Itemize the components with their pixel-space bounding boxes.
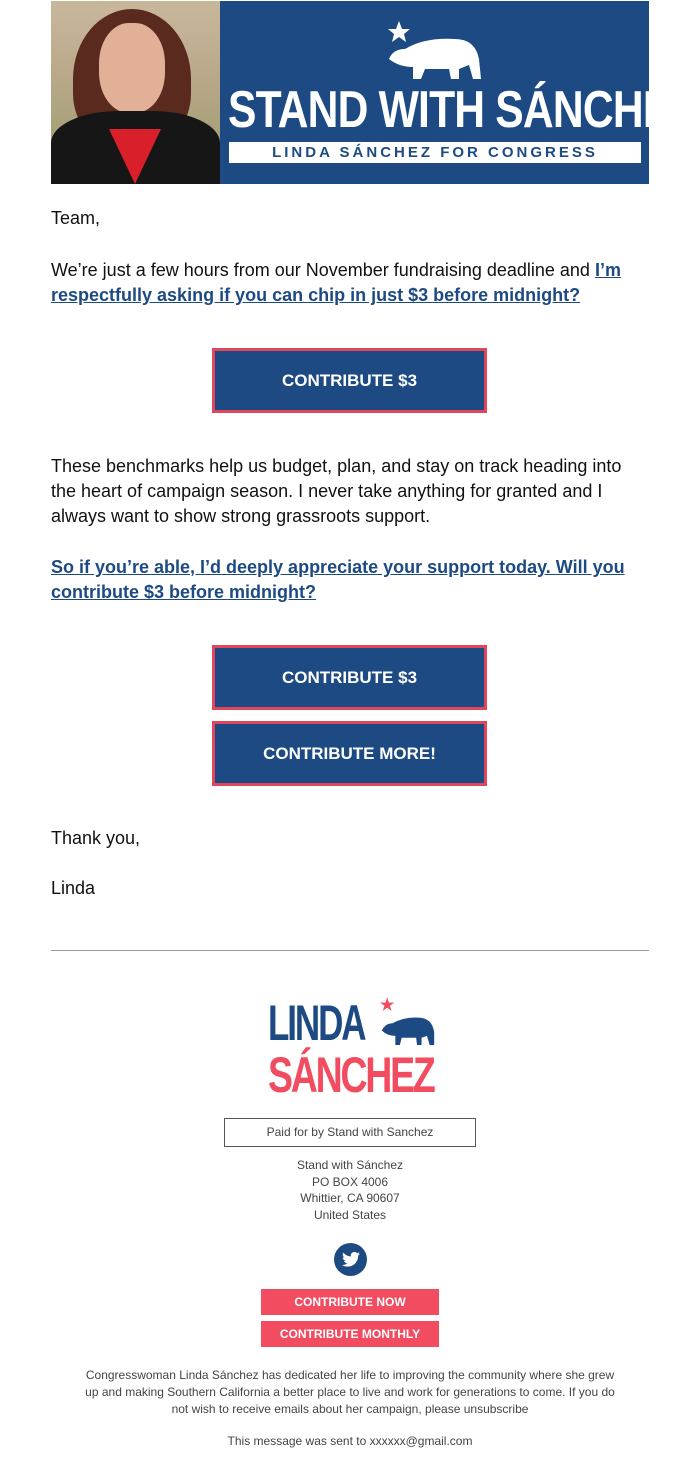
contribute-3-button[interactable]: CONTRIBUTE $3	[212, 348, 487, 413]
contribute-now-button[interactable]: CONTRIBUTE NOW	[261, 1289, 439, 1315]
footer-logo	[268, 995, 438, 1103]
paragraph-3-link[interactable]: So if you’re able, I’d deeply appreciate your support today. Will you contribute $3 before midnight?	[51, 557, 625, 602]
mailing-address	[200, 1157, 500, 1224]
campaign-banner	[220, 1, 696, 184]
greeting: Team,	[51, 208, 101, 228]
bear-icon	[380, 1014, 436, 1047]
signature: Linda	[51, 878, 96, 898]
address-line: Stand with Sánchez	[296, 1158, 404, 1172]
paragraph-1	[51, 258, 649, 308]
closing: Thank you,	[51, 828, 141, 848]
header-banner	[51, 1, 696, 184]
paragraph-2: These benchmarks help us budget, plan, and stay on track heading into the heart of campaign season. I never take anything for granted and I always want to show strong grassroots support.	[51, 456, 622, 526]
logo-line-1: LINDA	[268, 995, 365, 1051]
sent-to-text: This message was sent to xxxxxx@gmail.com	[227, 1434, 473, 1448]
address-line: United States	[313, 1208, 387, 1223]
address-line: PO BOX 4006	[311, 1174, 389, 1189]
logo-line-2: SÁNCHEZ	[268, 1047, 434, 1103]
contribute-3-button-2[interactable]: CONTRIBUTE $3	[212, 645, 487, 710]
star-icon: ★	[380, 997, 395, 1014]
divider	[51, 950, 649, 951]
banner-subtitle: LINDA SÁNCHEZ FOR CONGRESS	[229, 142, 641, 163]
star-bear-icon	[385, 19, 495, 81]
paragraph-1-link[interactable]: I’m respectfully asking if you can chip in just $3 before midnight?	[51, 260, 621, 305]
banner-title: STAND WITH SÁNCHEZ	[228, 81, 696, 139]
paragraph-1-text: We’re just a few hours from our November fundraising deadline and	[51, 260, 595, 280]
candidate-photo	[51, 1, 220, 184]
address-line: Whittier, CA 90607	[300, 1191, 400, 1206]
contribute-more-button[interactable]: CONTRIBUTE MORE!	[212, 721, 487, 786]
contribute-monthly-button[interactable]: CONTRIBUTE MONTHLY	[261, 1321, 439, 1347]
twitter-icon[interactable]	[334, 1243, 367, 1276]
about-text: Congresswoman Linda Sánchez has dedicated her life to improving the community where she grew up and making Southern California a better place to live and work for generations to come. If you do not wish to receive emails about her campaign, please unsubscribe	[85, 1368, 615, 1416]
paid-for-disclaimer: Paid for by Stand with Sanchez	[224, 1118, 476, 1147]
